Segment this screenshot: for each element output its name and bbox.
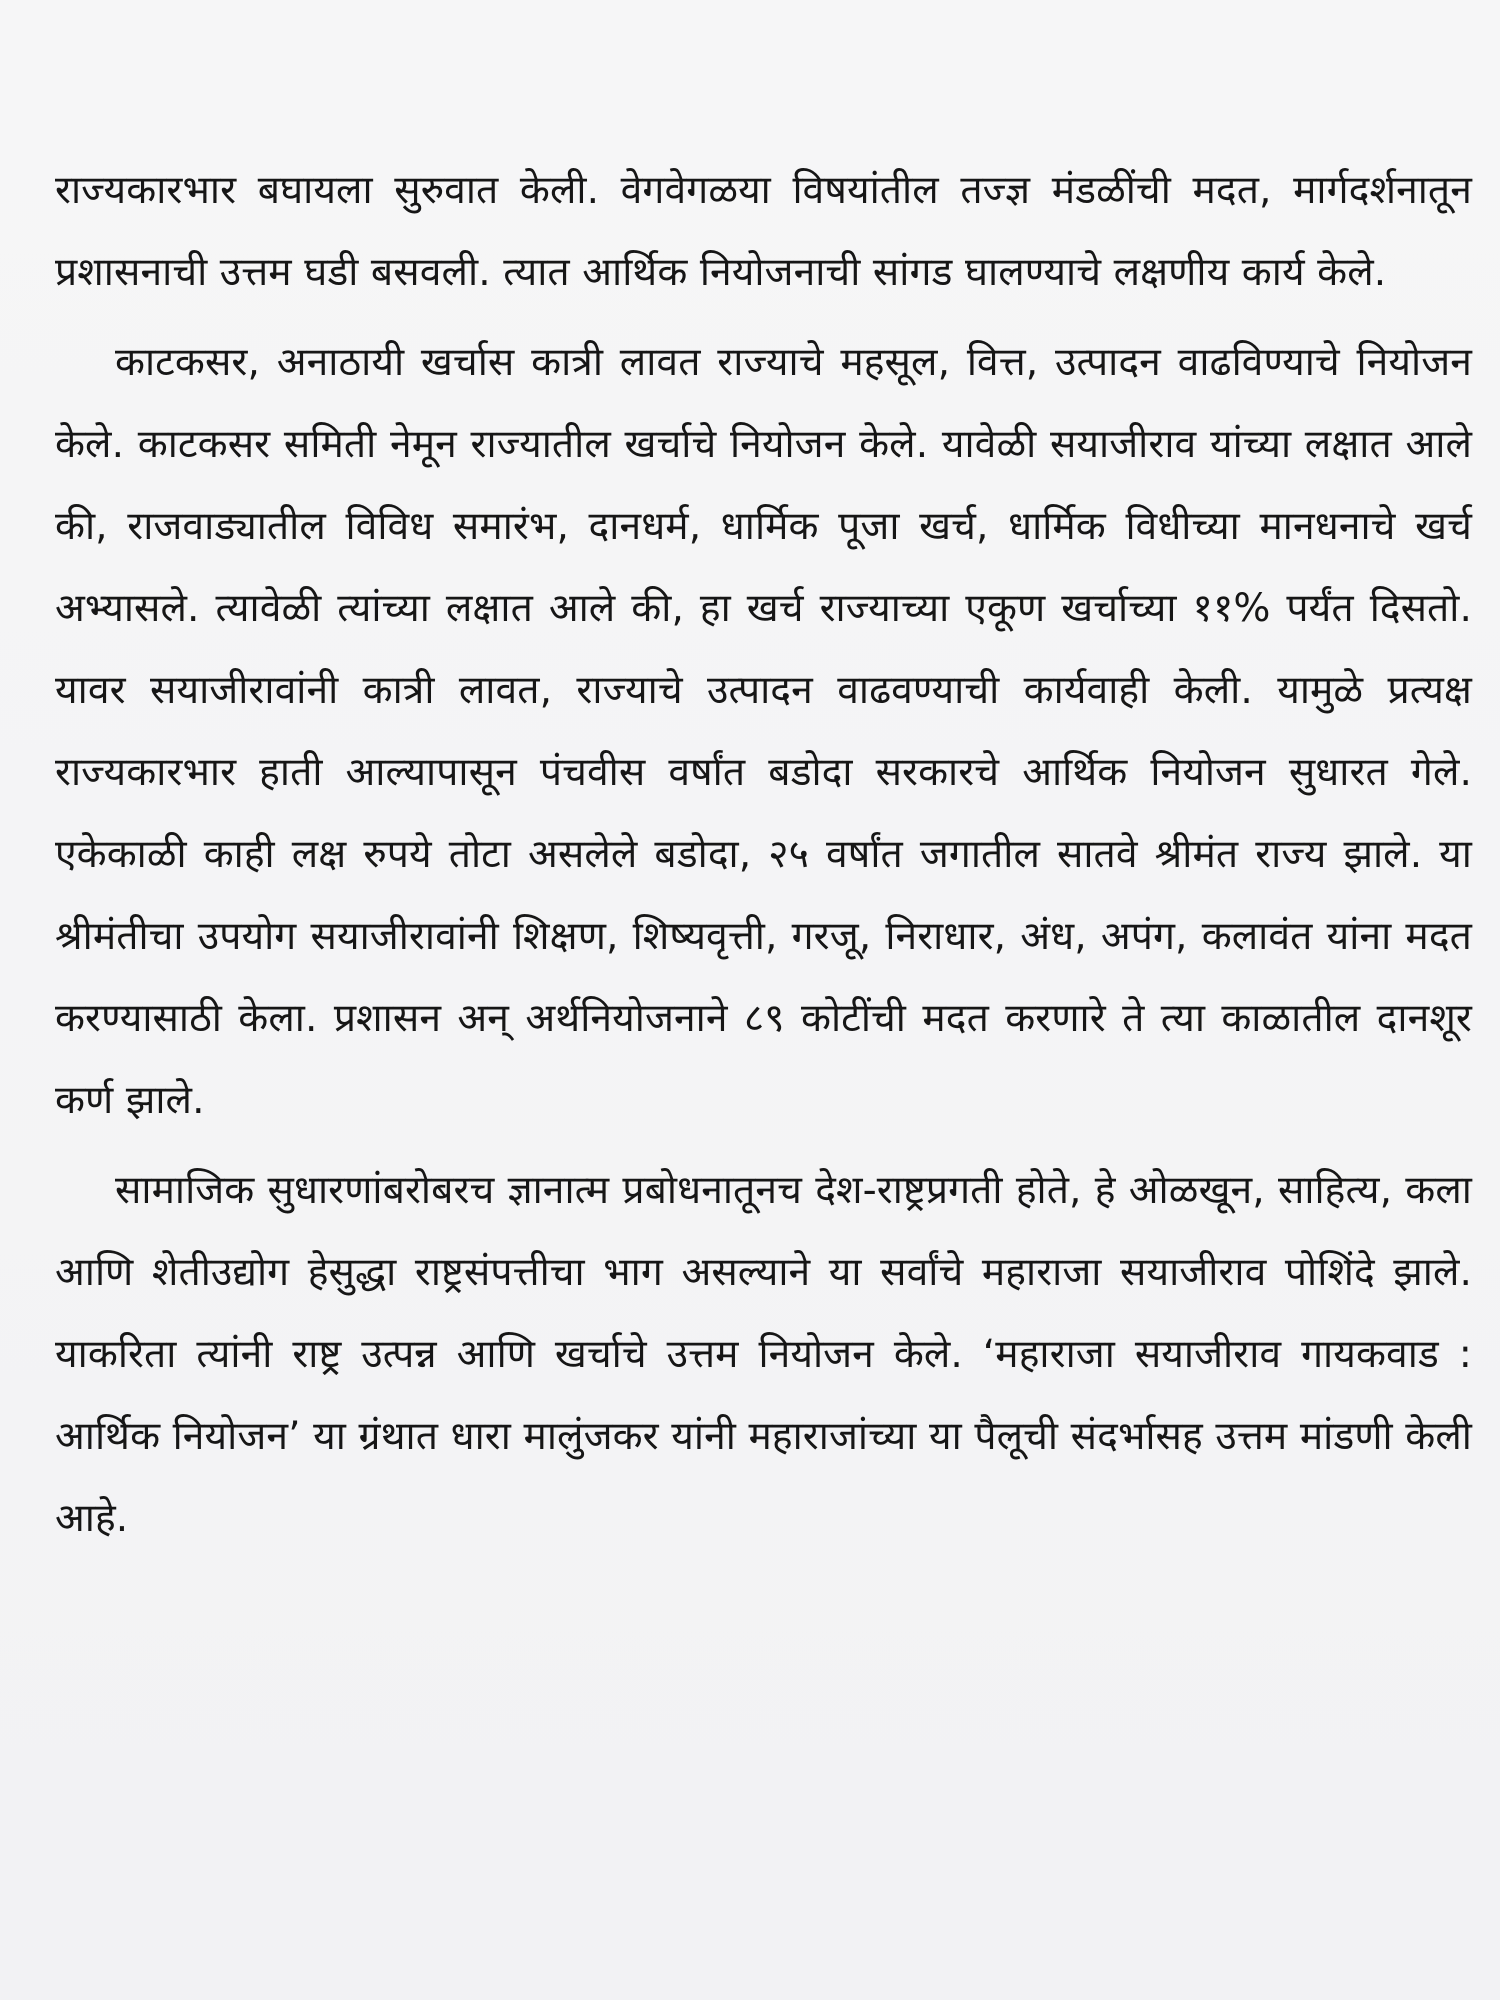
- paragraph-2: काटकसर, अनाठायी खर्चास कात्री लावत राज्याचे महसूल, वित्त, उत्पादन वाढविण्याचे नियोजन केले. काटकसर समिती नेमून राज्यातील खर्चाचे नियोजन केले. यावेळी सयाजीराव यांच्या लक्षात आले की, राजवाड्यातील विविध समारंभ, दानधर्म, धार्मिक पूजा खर्च, धार्मिक विधीच्या मानधनाचे खर्च अभ्यासले. त्यावेळी त्यांच्या लक्षात आले की, हा खर्च राज्याच्या एकूण खर्चाच्या ११% पर्यंत दिसतो. यावर सयाजीरावांनी कात्री लावत, राज्याचे उत्पादन वाढवण्याची कार्यवाही केली. यामुळे प्रत्यक्ष राज्यकारभार हाती आल्यापासून पंचवीस वर्षांत बडोदा सरकारचे आर्थिक नियोजन सुधारत गेले. एकेकाळी काही लक्ष रुपये तोटा असलेले बडोदा, २५ वर्षांत जगातील सातवे श्रीमंत राज्य झाले. या श्रीमंतीचा उपयोग सयाजीरावांनी शिक्षण, शिष्यवृत्ती, गरजू, निराधार, अंध, अपंग, कलावंत यांना मदत करण्यासाठी केला. प्रशासन अन् अर्थनियोजनाने ८९ कोटींची मदत करणारे ते त्या काळातील दानशूर कर्ण झाले.: [55, 340, 1472, 1123]
- paragraph-3: सामाजिक सुधारणांबरोबरच ज्ञानात्म प्रबोधनातूनच देश-राष्ट्रप्रगती होते, हे ओळखून, साहित्य, कला आणि शेतीउद्योग हेसुद्धा राष्ट्रसंपत्तीचा भाग असल्याने या सर्वांचे महाराजा सयाजीराव पोशिंदे झाले. याकरिता त्यांनी राष्ट्र उत्पन्न आणि खर्चाचे उत्तम नियोजन केले. ‘महाराजा सयाजीराव गायकवाड : आर्थिक नियोजन’ या ग्रंथात धारा मालुंजकर यांनी महाराजांच्या या पैलूची संदर्भासह उत्तम मांडणी केली आहे.: [55, 1168, 1472, 1541]
- paragraph-1: राज्यकारभार बघायला सुरुवात केली. वेगवेगळया विषयांतील तज्ज्ञ मंडळींची मदत, मार्गदर्शनातून प्रशासनाची उत्तम घडी बसवली. त्यात आर्थिक नियोजनाची सांगड घालण्याचे लक्षणीय कार्य केले.: [55, 168, 1472, 295]
